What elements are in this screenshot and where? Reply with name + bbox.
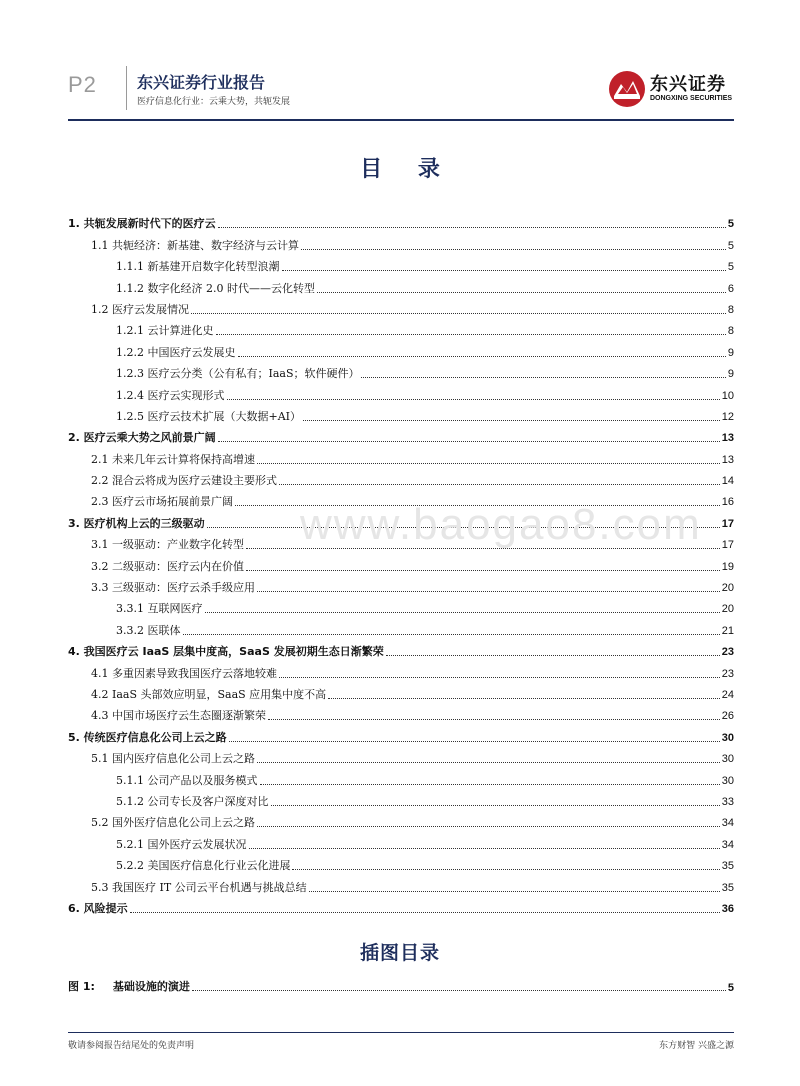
toc-entry-title: 5.3 我国医疗 IT 公司云平台机遇与挑战总结 [91,880,307,894]
toc-entry-page: 20 [721,603,734,616]
toc-entry-page: 35 [721,881,734,894]
toc-entry[interactable] [68,681,734,702]
toc-leader-dots [282,270,726,271]
toc-entry-title: 3. 医疗机构上云的三级驱动 [68,516,205,530]
toc-entry-page: 6 [727,282,734,295]
toc-entry[interactable] [68,403,734,424]
toc-entry[interactable] [68,659,734,680]
toc-entry[interactable] [68,317,734,338]
toc-entry[interactable] [68,788,734,809]
toc-entry-page: 5 [727,261,734,274]
toc-leader-dots [218,227,726,228]
toc-entry-page: 13 [721,432,734,445]
toc-entry[interactable] [68,467,734,488]
figure-label: 图 1: [68,980,95,993]
toc-entry[interactable] [68,873,734,894]
toc-leader-dots [386,655,720,656]
toc-entry[interactable] [68,360,734,381]
toc-entry-title: 1.2.4 医疗云实现形式 [116,388,225,402]
toc-entry[interactable] [68,574,734,595]
toc-entry[interactable] [68,638,734,659]
toc-entry[interactable] [68,723,734,744]
toc-leader-dots [130,912,720,913]
toc-entry[interactable] [68,231,734,252]
toc-entry-title: 3.3.2 医联体 [116,623,181,637]
toc-entry-page: 34 [721,838,734,851]
toc-entry-title: 3.2 二级驱动：医疗云内在价值 [91,559,244,573]
toc-entry-title: 5.2 国外医疗信息化公司上云之路 [91,816,255,830]
watermark: www.baogao8.com [300,500,702,549]
figures-heading: 插图目录 [359,942,440,964]
toc-entry-page: 21 [721,624,734,637]
toc-entry-title: 4. 我国医疗云 IaaS 层集中度高，SaaS 发展初期生态日渐繁荣 [68,645,384,659]
toc-entry-page: 34 [721,817,734,830]
toc-entry-page: 5 [727,218,734,231]
toc-entry-page: 33 [721,795,734,808]
figure-title: 基础设施的演进 [112,980,190,993]
toc-leader-dots [249,848,720,849]
toc-leader-dots [301,249,726,250]
toc-leader-dots [238,356,726,357]
toc-leader-dots [260,784,720,785]
logo-mark-icon [608,70,646,108]
toc-leader-dots [268,719,720,720]
page-header [0,0,800,125]
toc-entry[interactable] [68,445,734,466]
toc-entry[interactable] [68,895,734,916]
toc-entry-page: 14 [721,475,734,488]
toc-entry-title: 1.2.1 云计算进化史 [116,324,214,338]
toc-entry-page: 5 [727,239,734,252]
toc-leader-dots [257,826,720,827]
toc-entry-title: 1.2.3 医疗云分类（公有私有；IaaS；软件硬件） [116,367,360,381]
toc-leader-dots [216,334,726,335]
header-rule [68,119,734,121]
toc-leader-dots [257,591,720,592]
toc-entry-title: 3.1 一级驱动：产业数字化转型 [91,538,244,552]
toc-leader-dots [328,698,720,699]
toc-entry-title: 5.1.2 公司专长及客户深度对比 [116,794,269,808]
toc-entry-page: 24 [721,688,734,701]
toc-leader-dots [303,420,720,421]
toc-leader-dots [271,805,720,806]
toc-leader-dots [257,762,720,763]
toc-entry-page: 20 [721,582,734,595]
toc-entry-title: 5.2.1 国外医疗云发展状况 [116,837,247,851]
toc-entry-page: 23 [721,646,734,659]
toc-leader-dots [292,869,719,870]
toc-leader-dots [227,399,720,400]
toc-entry[interactable] [68,830,734,851]
toc-entry-page: 30 [721,774,734,787]
toc-entry-title: 2.3 医疗云市场拓展前景广阔 [91,495,233,509]
company-logo [608,68,738,110]
toc-entry-title: 2.1 未来几年云计算将保持高增速 [91,452,255,466]
toc-entry[interactable] [68,702,734,723]
toc-entry-title: 1.1.1 新基建开启数字化转型浪潮 [116,260,280,274]
footer-disclaimer: 敬请参阅报告结尾处的免责声明 [68,1041,195,1051]
toc-entry-title: 3.3 三级驱动：医疗云杀手级应用 [91,581,255,595]
toc-entry-page: 8 [727,325,734,338]
toc-entry[interactable] [68,552,734,573]
toc-leader-dots [229,741,720,742]
toc-entry[interactable] [68,745,734,766]
toc-entry-title: 2.2 混合云将成为医疗云建设主要形式 [91,474,277,488]
toc-entry-title: 5.1.1 公司产品以及服务模式 [116,773,258,787]
toc-entry-title: 5.2.2 美国医疗信息化行业云化进展 [116,859,291,873]
report-subtitle: 医疗信息化行业：云乘大势，共轭发展 [137,97,291,107]
toc-entry-title: 1.1.2 数字化经济 2.0 时代——云化转型 [116,281,315,295]
toc-heading: 目 录 [360,157,454,182]
toc-entry-title: 4.3 中国市场医疗云生态圈逐渐繁荣 [91,709,266,723]
toc-leader-dots [317,292,726,293]
toc-entry-page: 36 [721,902,734,915]
toc-entry[interactable] [68,274,734,295]
toc-leader-dots [279,677,720,678]
toc-entry-page: 9 [727,346,734,359]
toc-entry-page: 8 [727,303,734,316]
toc-entry-title: 5. 传统医疗信息化公司上云之路 [68,730,227,744]
page-number: P2 [68,72,97,97]
logo-text: 东兴证券 [650,74,726,95]
toc-entry-title: 6. 风险提示 [68,901,128,915]
toc-entry-title: 4.2 IaaS 头部效应明显，SaaS 应用集中度不高 [91,687,327,701]
figure-leader-dots [192,990,726,991]
toc-entry[interactable] [68,852,734,873]
toc-entry-page: 30 [721,753,734,766]
toc-entry-title: 3.3.1 互联网医疗 [116,602,203,616]
table-of-contents [68,210,734,916]
toc-leader-dots [218,441,720,442]
toc-entry[interactable] [68,381,734,402]
footer-rule [68,1032,734,1033]
toc-entry[interactable] [68,766,734,787]
toc-entry-page: 19 [721,560,734,573]
toc-leader-dots [279,484,720,485]
toc-entry-title: 1.2.5 医疗云技术扩展（大数据+AI） [116,409,301,423]
header-divider [126,66,127,110]
toc-entry-title: 1.2 医疗云发展情况 [91,302,189,316]
toc-entry-page: 16 [721,496,734,509]
toc-entry-title: 5.1 国内医疗信息化公司上云之路 [91,752,255,766]
figure-entry[interactable] [68,974,734,994]
toc-leader-dots [183,634,720,635]
toc-leader-dots [205,612,720,613]
toc-entry[interactable] [68,616,734,637]
toc-entry[interactable] [68,424,734,445]
toc-entry[interactable] [68,210,734,231]
toc-entry-page: 17 [721,539,734,552]
toc-entry-page: 30 [721,731,734,744]
toc-entry[interactable] [68,809,734,830]
report-title: 东兴证券行业报告 [137,73,266,92]
logo-english-text: DONGXING SECURITIES [650,95,733,102]
toc-entry[interactable] [68,296,734,317]
toc-leader-dots [309,891,720,892]
toc-leader-dots [257,463,720,464]
toc-leader-dots [361,377,725,378]
figure-page: 5 [727,982,734,994]
toc-entry-title: 2. 医疗云乘大势之风前景广阔 [68,431,216,445]
toc-entry[interactable] [68,595,734,616]
toc-entry[interactable] [68,338,734,359]
toc-entry[interactable] [68,253,734,274]
footer-slogan: 东方财智 兴盛之源 [659,1041,734,1051]
toc-entry-page: 35 [721,860,734,873]
toc-entry-title: 1.1 共轭经济：新基建、数字经济与云计算 [91,238,299,252]
toc-entry-page: 13 [721,453,734,466]
toc-leader-dots [246,570,720,571]
toc-entry-page: 12 [721,410,734,423]
toc-leader-dots [191,313,726,314]
toc-entry-title: 4.1 多重因素导致我国医疗云落地较难 [91,666,277,680]
toc-entry-page: 26 [721,710,734,723]
toc-entry-title: 1.2.2 中国医疗云发展史 [116,345,236,359]
toc-entry-page: 9 [727,368,734,381]
toc-entry-page: 17 [721,517,734,530]
toc-entry-title: 1. 共轭发展新时代下的医疗云 [68,217,216,231]
toc-entry-page: 23 [721,667,734,680]
toc-entry-page: 10 [721,389,734,402]
